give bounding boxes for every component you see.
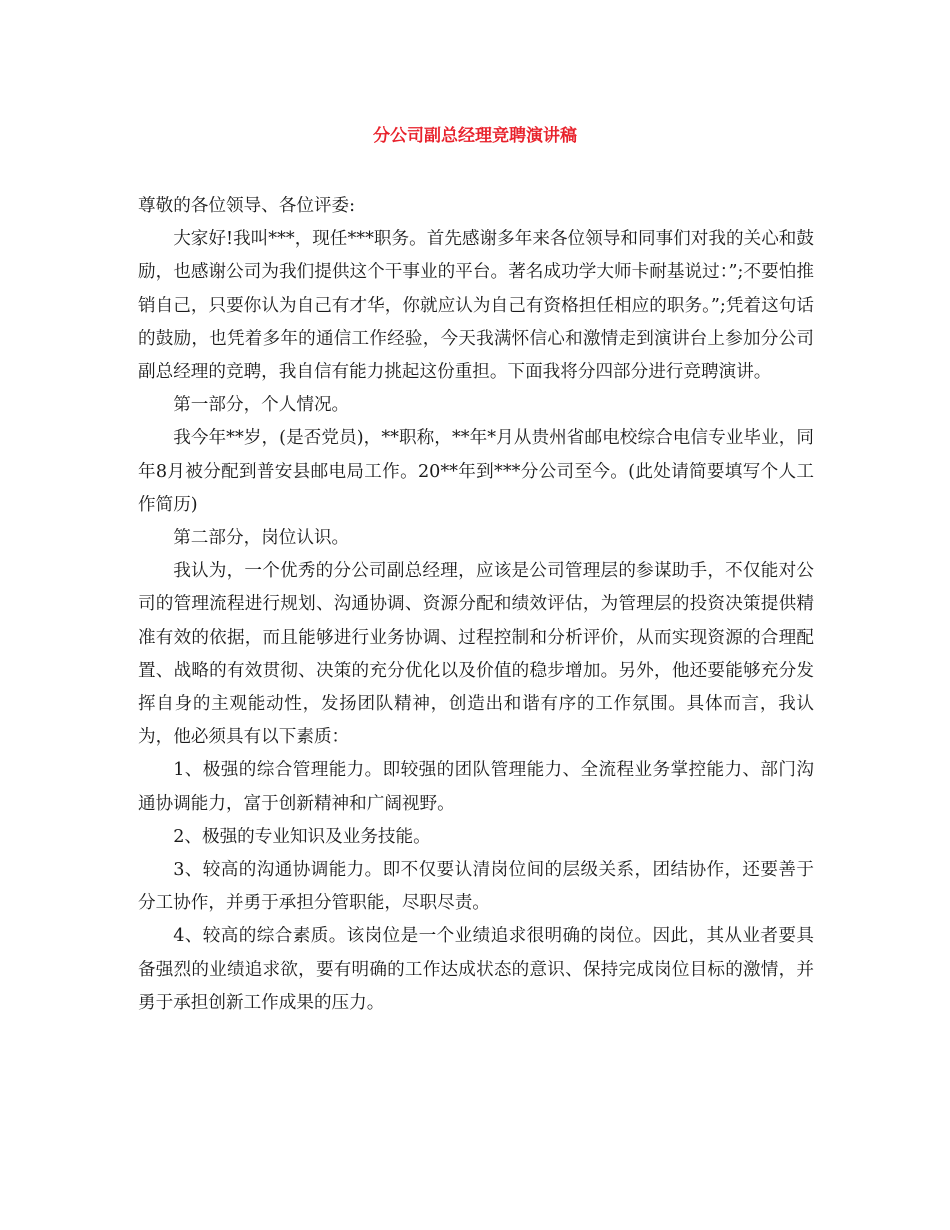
paragraph-introduction: 大家好!我叫***，现任***职务。首先感谢多年来各位领导和同事们对我的关心和鼓励，也感谢公司为我们提供这个干事业的平台。著名成功学大师卡耐基说过：”;不要怕推销自己，只要你认为自己有才华，你就应认为自己有资格担任相应的职务。”;凭着这句话的鼓励，也凭着多年的通信工作经验，今天我满怀信心和激情走到演讲台上参加分公司副总经理的竞聘，我自信有能力挑起这份重担。下面我将分四部分进行竞聘演讲。 bbox=[138, 229, 814, 383]
salutation: 尊敬的各位领导、各位评委: bbox=[138, 196, 356, 216]
document-title: 分公司副总经理竞聘演讲稿 bbox=[373, 126, 577, 146]
section-heading-personal: 第一部分，个人情况。 bbox=[173, 395, 350, 416]
document-body bbox=[138, 190, 814, 1020]
list-item-4: 4、较高的综合素质。该岗位是一个业绩追求很明确的岗位。因此，其从业者要具备强烈的业绩追求欲，要有明确的工作达成状态的意识、保持完成岗位目标的激情，并勇于承担创新工作成果的压力。 bbox=[138, 926, 814, 1013]
list-item-2: 2、极强的专业知识及业务技能。 bbox=[173, 826, 431, 847]
list-item-1: 1、极强的综合管理能力。即较强的团队管理能力、全流程业务掌控能力、部门沟通协调能力，富于创新精神和广阔视野。 bbox=[138, 760, 814, 814]
list-item-3: 3、较高的沟通协调能力。即不仅要认清岗位间的层级关系，团结协作，还要善于分工协作，并勇于承担分管职能，尽职尽责。 bbox=[138, 860, 814, 914]
paragraph-personal: 我今年**岁，(是否党员)，**职称，**年*月从贵州省邮电校综合电信专业毕业，同年8月被分配到普安县邮电局工作。20**年到***分公司至今。(此处请简要填写个人工作简历) bbox=[138, 428, 814, 515]
section-heading-position: 第二部分，岗位认识。 bbox=[173, 528, 350, 549]
paragraph-position: 我认为，一个优秀的分公司副总经理，应该是公司管理层的参谋助手，不仅能对公司的管理流程进行规划、沟通协调、资源分配和绩效评估，为管理层的投资决策提供精准有效的依据，而且能够进行业务协调、过程控制和分析评价，从而实现资源的合理配置、战略的有效贯彻、决策的充分优化以及价值的稳步增加。另外，他还要能够充分发挥自身的主观能动性，发扬团队精神，创造出和谐有序的工作氛围。具体而言，我认为，他必须具有以下素质： bbox=[138, 561, 814, 748]
